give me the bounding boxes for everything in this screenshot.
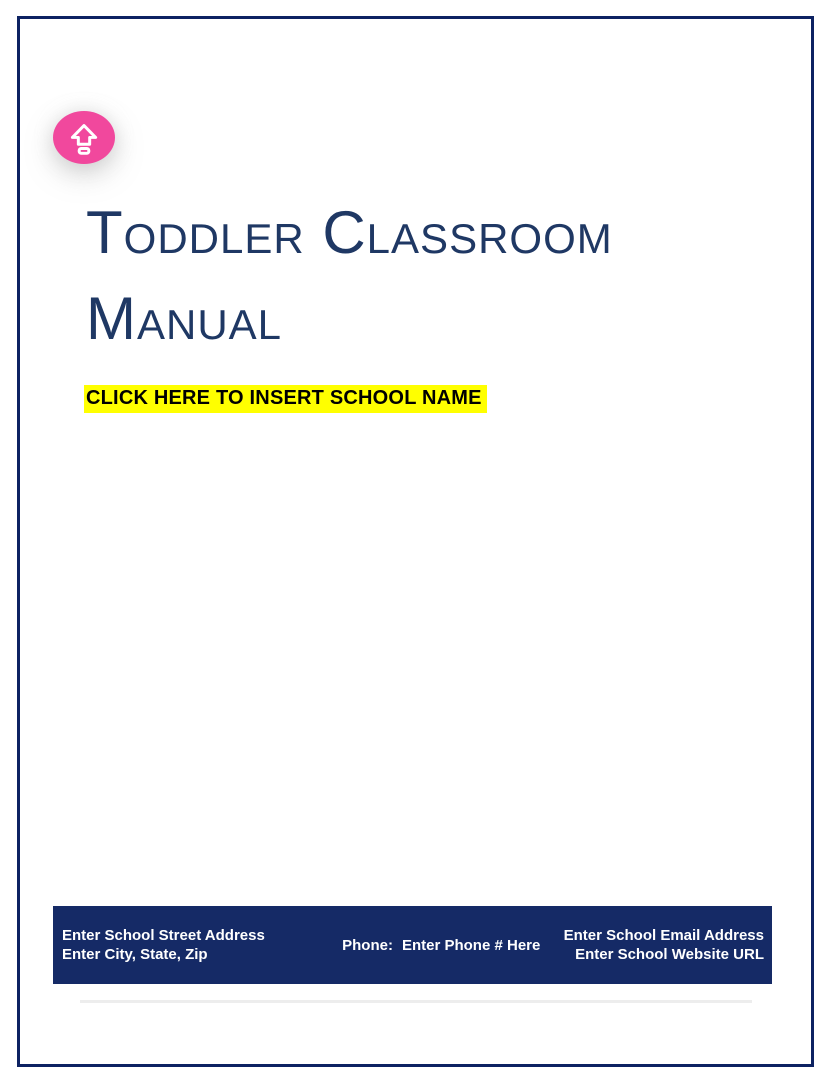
email-placeholder[interactable]: Enter School Email Address [563,927,764,944]
page-title [86,190,746,362]
insert-school-name-placeholder[interactable]: CLICK HERE TO INSERT SCHOOL NAME [84,385,487,413]
website-placeholder[interactable]: Enter School Website URL [575,946,764,963]
up-arrow-eject-icon [67,121,101,155]
footer-address-block [53,926,341,964]
city-state-zip-placeholder[interactable]: Enter City, State, Zip [62,946,208,963]
footer-divider-rule [80,1000,752,1003]
street-address-placeholder[interactable]: Enter School Street Address [62,927,265,944]
phone-label: Phone: [342,936,393,954]
footer-phone-block [341,936,542,955]
footer-web-block [542,926,772,964]
page-title-line1: Toddler Classroom [86,199,613,266]
phone-number-placeholder[interactable]: Enter Phone # Here [401,936,541,954]
page-title-line2: Manual [86,285,283,352]
home-badge-button[interactable] [53,111,115,164]
footer-contact-bar [53,906,772,984]
